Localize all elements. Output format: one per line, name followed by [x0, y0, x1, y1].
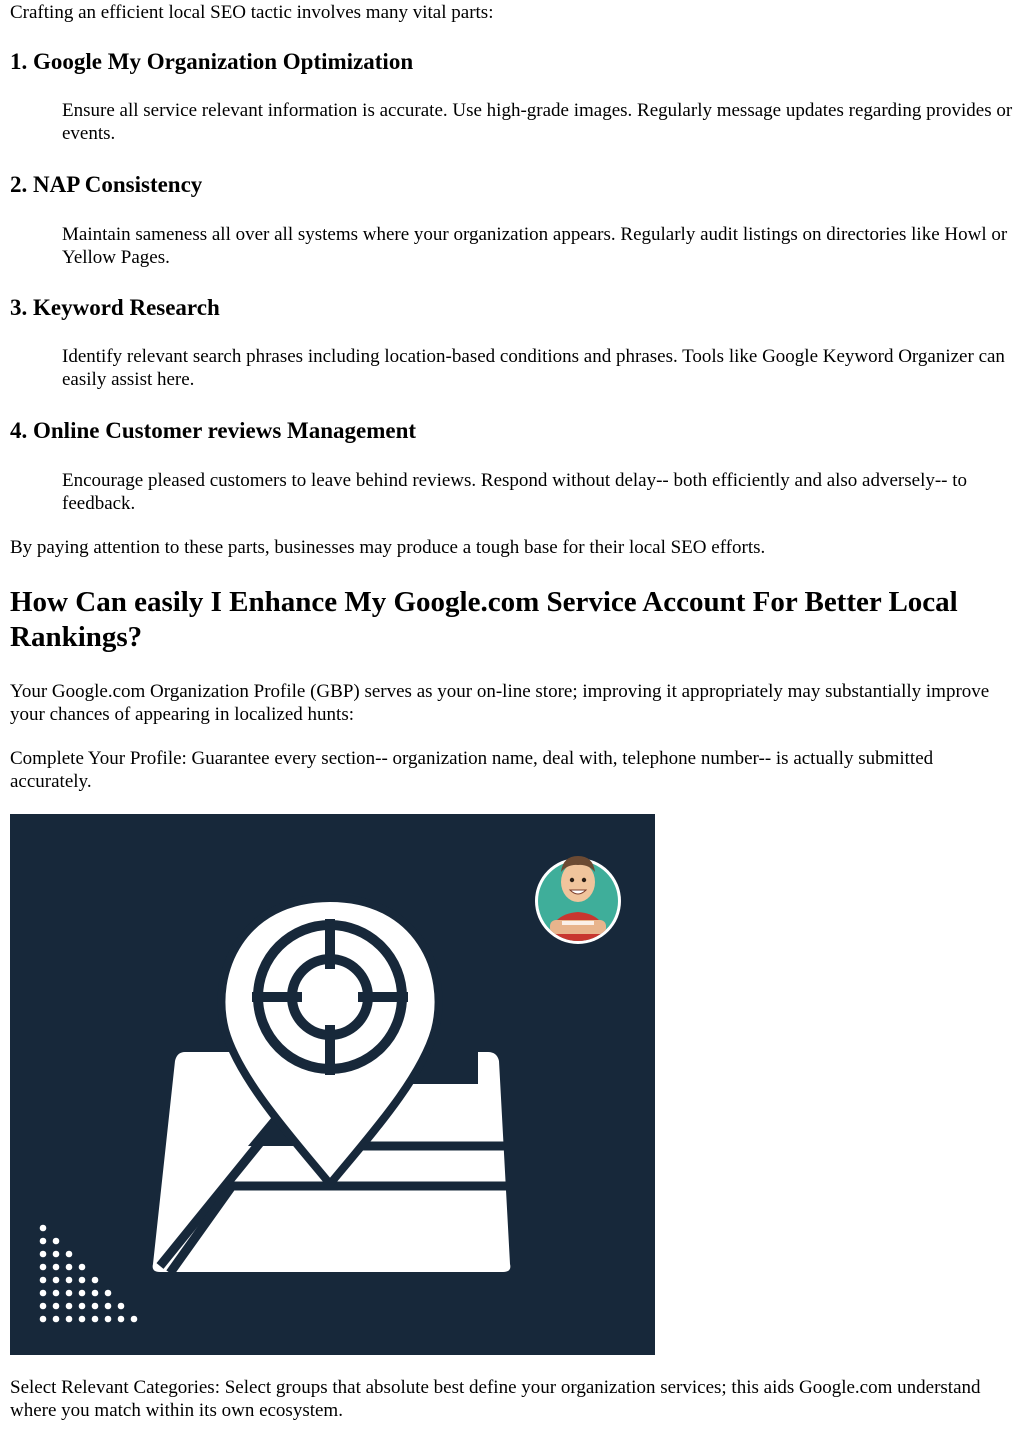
- section-body-3: Identify relevant search phrases including location-based conditions and phrases. Tools like Google Keyword Organizer can easily assist here.: [62, 346, 1005, 390]
- section-heading-2: 2. NAP Consistency: [10, 172, 203, 197]
- dot-grid-triangle: [40, 1225, 138, 1323]
- complete-profile-paragraph: Complete Your Profile: Guarantee every section-- organization name, deal with, telephone number-- is actually submitted accurately.: [10, 748, 934, 792]
- map-location-pin-target-icon: [10, 814, 655, 1355]
- section-body-4: Encourage pleased customers to leave behind reviews. Respond without delay-- both efficiently and also adversely-- to feedback.: [62, 470, 968, 514]
- section-heading-3: 3. Keyword Research: [10, 295, 220, 320]
- section-heading-1: 1. Google My Organization Optimization: [10, 49, 414, 74]
- cartoon-avatar-icon: [535, 856, 621, 944]
- section-body-1: Ensure all service relevant information is accurate. Use high-grade images. Regularly message updates regarding provides or events.: [62, 100, 1013, 144]
- map-pin-illustration: [10, 814, 655, 1355]
- main-heading: How Can easily I Enhance My Google.com Service Account For Better Local Rankings?: [10, 586, 958, 653]
- categories-paragraph: Select Relevant Categories: Select groups that absolute best define your organization services; this aids Google.com understand where you match within its own ecosystem.: [10, 1377, 981, 1421]
- summary-paragraph: By paying attention to these parts, businesses may produce a tough base for their local SEO efforts.: [10, 537, 766, 558]
- intro-paragraph: Crafting an efficient local SEO tactic involves many vital parts:: [10, 2, 494, 23]
- gbp-paragraph: Your Google.com Organization Profile (GBP) serves as your on-line store; improving it appropriately may substantially improve your chances of appearing in localized hunts:: [10, 681, 990, 725]
- section-body-2: Maintain sameness all over all systems where your organization appears. Regularly audit listings on directories like Howl or Yellow Pages.: [62, 224, 1008, 268]
- section-heading-4: 4. Online Customer reviews Management: [10, 418, 417, 443]
